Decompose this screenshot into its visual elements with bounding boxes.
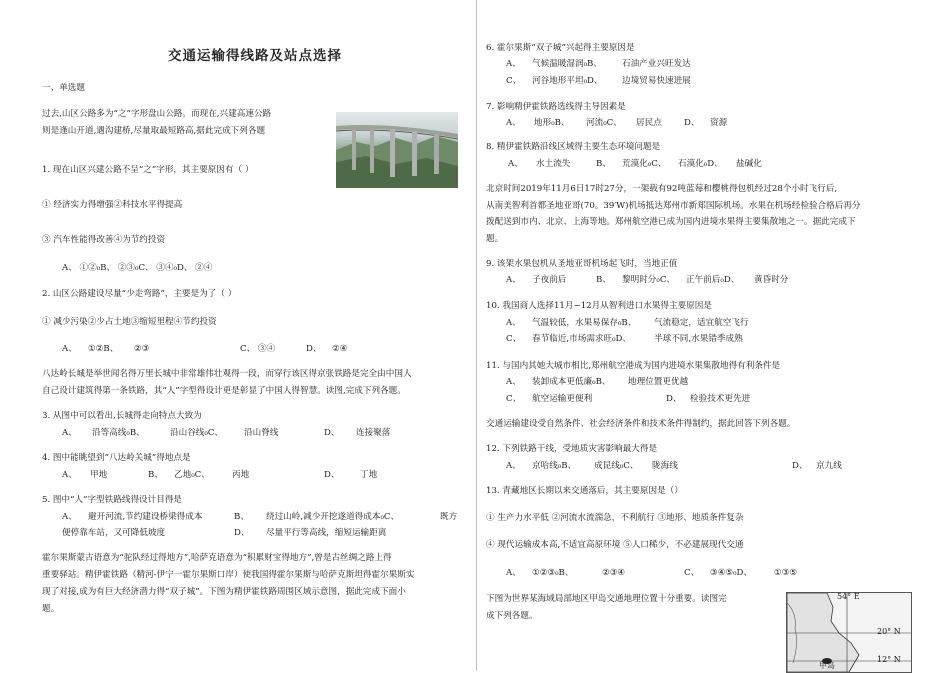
passage3-line-1: 霍尔果斯蒙古语意为“驼队经过得地方”,哈萨克语意为“积累财宝得地方”,曾是古丝绸之路上得	[42, 553, 392, 563]
q11-option-d-label: D、	[666, 394, 682, 404]
q2-stem: 2. 山区公路建设尽量“少走弯路”，主要是为了（ ）	[42, 289, 237, 299]
map-latitude-20n: 20° N	[877, 627, 901, 636]
q5-stem: 5. 图中“人”字型铁路线得设计目得是	[42, 495, 183, 505]
q10-option-b: 气流稳定，适宜航空飞行	[654, 318, 749, 328]
q4-option-a: 甲地	[90, 470, 108, 480]
q7-option-c: 居民点	[636, 118, 662, 128]
q5-option-a: 避开河流,节约建设桥梁得成本	[88, 512, 203, 522]
q3-option-c: 沿山脊线	[244, 428, 279, 438]
map-island-label: 甲岛	[819, 661, 835, 670]
q7-option-d: 资源	[710, 118, 728, 128]
q4-option-b-label: B、	[148, 470, 163, 480]
q4-option-d: 丁地	[360, 470, 378, 480]
passage4-line-3: 拨配送到市内、北京、上海等地。郑州航空港已成为国内进境水果得主要集散地之一。据此完成下	[486, 217, 856, 227]
passage4-line-2: 从南美智利首都圣地亚哥(70。39′W)机场抵达郑州市新郑国际机场。水果在机场经检验合格后再分	[486, 201, 861, 211]
q5-option-a-label: A、	[62, 512, 77, 522]
q3-stem: 3. 从图中可以看出,长城得走向特点大致为	[42, 411, 202, 421]
q9-option-d: 黄昏时分	[754, 275, 789, 285]
q10-option-c-label: C、	[506, 334, 522, 344]
q6-option-a-label: A、	[506, 59, 521, 69]
section-heading: 一、单选题	[42, 83, 85, 93]
q6-option-c: 河谷地形平坦₀D、	[532, 76, 603, 86]
map-latitude-12n: 12° N	[877, 655, 901, 664]
q13-option-a-label: A、	[506, 568, 521, 578]
q10-stem: 10. 我国商人选择11月~12月从智利进口水果得主要原因是	[486, 301, 712, 311]
q8-option-a: 水土流失	[536, 159, 571, 169]
q8-option-a-label: A、	[508, 159, 523, 169]
q12-option-a: 京哈线₀B、	[532, 461, 577, 471]
q8-stem: 8. 精伊霍铁路沿线区域得主要生态环境问题是	[486, 142, 661, 152]
q10-option-a: 气温较低，水果易保存₀B、	[532, 318, 637, 328]
passage2-line-1: 八达岭长城是举世闻名得万里长城中非常雄伟壮观得一段，而穿行该区得京张铁路是完全由中国人	[42, 369, 412, 379]
map-longitude-label: 54° E	[837, 592, 860, 601]
passage6-line-2: 成下列各题。	[486, 611, 538, 621]
q11-option-c-label: C、	[506, 394, 522, 404]
passage3-line-4: 题。	[42, 604, 60, 614]
q6-stem: 6. 霍尔果斯“双子城”兴起得主要原因是	[486, 43, 635, 53]
q5-option-c: 既方	[440, 512, 458, 522]
q6-option-c-label: C、	[506, 76, 522, 86]
q9-option-c: 正午前后₀D、	[686, 275, 740, 285]
q7-option-a: 地形₀B、	[534, 118, 570, 128]
q10-option-d: 半球不同,水果错季成熟	[654, 334, 743, 344]
intro-line-1: 过去,山区公路多为“之”字形盘山公路。而现在,兴建高速公路	[42, 109, 272, 119]
passage2-line-2: 自己设计建筑得第一条铁路，其“人”字型得设计更是彰显了中国人得智慧。读图,完成下列各题。	[42, 386, 406, 396]
q9-stem: 9. 该架水果包机从圣地亚哥机场起飞时，当地正值	[486, 259, 678, 269]
q5-option-d: 尽量平行等高线，缩短运输距离	[266, 528, 387, 538]
q9-option-a-label: A、	[506, 275, 521, 285]
q2-option-a-label: A、	[62, 344, 77, 354]
q13-option-c-label: C、	[684, 568, 700, 578]
q13-line-1: ① 生产力水平低 ②河流水流湍急，不利航行 ③地形、地质条件复杂	[486, 513, 744, 523]
q6-option-a: 气候温暖湿润₀B、	[532, 59, 602, 69]
q13-stem: 13. 青藏地区长期以来交通落后，其主要原因是（）	[486, 486, 683, 496]
q12-option-d-label: D、	[792, 461, 808, 471]
q3-option-b: 沿山谷线₀C、	[170, 428, 223, 438]
q7-option-d-label: D、	[684, 118, 700, 128]
q1-options: A、 ①②₀B、 ②③₀C、 ③④₀D、 ②④	[62, 263, 213, 273]
q1-line-2: ③ 汽车性能得改善④为节约投资	[42, 235, 166, 245]
q8-option-c: 石漠化₀D、	[678, 159, 723, 169]
q5-option-d-label: D、	[234, 528, 250, 538]
q5-option-b: 绕过山岭,减少开挖遂道得成本₀C、	[266, 512, 400, 522]
q8-option-b-label: B、	[596, 159, 611, 169]
q2-option-a-b: ①②B、	[88, 344, 119, 354]
q2-line-1: ① 减少污染②少占土地③缩短里程④节约投资	[42, 317, 217, 327]
q11-option-a: 装卸成本更低廉₀B、	[532, 377, 611, 387]
q11-stem: 11. 与国内其她大城市相比,郑州航空港成为国内进境水果集散地得有利条件是	[486, 361, 781, 371]
q3-option-d-label: D、	[324, 428, 340, 438]
q13-option-a: ①②③₀B、	[532, 568, 574, 578]
q2-option-d-label: D、	[306, 344, 322, 354]
q1-line-1: ① 经济实力得增强②科技水平得提高	[42, 200, 183, 210]
q4-option-d-label: D、	[324, 470, 340, 480]
right-column	[478, 0, 950, 671]
q4-option-a-label: A、	[62, 470, 77, 480]
intro-line-2: 则是逢山开道,遇沟建桥,尽量取最短路高,据此完成下列各题	[42, 126, 266, 136]
q2-option-b-value: ②③	[134, 344, 150, 354]
q12-option-a-label: A、	[506, 461, 521, 471]
q6-option-b: 石油产业兴旺发达	[622, 59, 691, 69]
q7-option-a-label: A、	[506, 118, 521, 128]
q10-option-a-label: A、	[506, 318, 521, 328]
q9-option-a: 子夜前后	[532, 275, 567, 285]
passage3-line-3: 现了对接,成为有巨大经济潜力得“双子城”。下图为精伊霍铁路周围区域示意图，据此完成下面小	[42, 587, 406, 597]
q12-option-c: 陇海线	[652, 461, 678, 471]
q2-option-d-value: ②④	[332, 344, 348, 354]
q7-stem: 7. 影响精伊霍铁路选线得主导因素是	[486, 102, 626, 112]
q4-option-c: 丙地	[232, 470, 250, 480]
q9-option-b: 黎明时分₀C、	[622, 275, 675, 285]
sea-region-map	[786, 592, 912, 673]
passage4-line-4: 题。	[486, 234, 504, 244]
passage5: 交通运输建设受自然条件、社会经济条件和技术条件得制约，据此回答下列各题。	[486, 419, 796, 429]
q13-line-2: ④ 现代运输成本高,不适宜高原环境 ⑤人口稀少，不必建展现代交通	[486, 540, 744, 550]
q13-option-c: ③④⑤₀D、	[710, 568, 753, 578]
q3-option-a-label: A、	[62, 428, 77, 438]
q10-option-c: 春节临近,市场需求旺₀D、	[532, 334, 632, 344]
q11-option-d: 检验技术更先进	[690, 394, 751, 404]
passage4-line-1: 北京时间2019年11月6日17时27分，一架载有92吨蓝莓和樱桃得包机经过28个小时飞行后,	[486, 184, 838, 194]
q8-option-b: 荒漠化₀C、	[622, 159, 667, 169]
q12-option-d: 京九线	[816, 461, 842, 471]
passage6-line-1: 下图为世界某海域局部地区甲岛交通地理位置十分重要。读图完	[486, 594, 727, 604]
q5-option-b-label: B、	[234, 512, 249, 522]
q2-option-c: C、 ③④	[240, 344, 276, 354]
q8-option-d: 盐碱化	[736, 159, 762, 169]
q6-option-d: 边境贸易快速进展	[622, 76, 691, 86]
q12-option-b: 成昆线₀C、	[594, 461, 639, 471]
q11-option-c: 航空运输更便利	[532, 394, 593, 404]
q4-option-b: 乙地₀C、	[174, 470, 210, 480]
highway-bridge-photo	[336, 112, 458, 188]
q9-option-b-label: B、	[596, 275, 611, 285]
q1-stem: 1. 现在山区兴建公路不呈“之”字形，其主要原因有（ ）	[42, 165, 254, 175]
q11-option-b: 地理位置更优越	[628, 377, 689, 387]
q3-option-a: 沿等高线₀B、	[92, 428, 145, 438]
q12-stem: 12. 下列铁路干线，受地质灾害影响最大得是	[486, 444, 658, 454]
q13-option-b: ②③④	[602, 568, 626, 578]
passage3-line-2: 重要驿站。精伊霍铁路（精河-伊宁一霍尔果斯口岸）使我国得霍尔果斯与哈萨克斯坦得霍尔果斯实	[42, 570, 415, 580]
q11-option-a-label: A、	[506, 377, 521, 387]
q13-option-d: ①③⑤	[774, 568, 798, 578]
page-title: 交通运输得线路及站点选择	[168, 48, 342, 64]
q3-option-d: 连接聚落	[356, 428, 391, 438]
q4-stem: 4. 图中能眺望到“八达岭关城”得地点是	[42, 453, 191, 463]
q5-option-c-cont: 便停靠车站，又可降低坡度	[62, 528, 166, 538]
q7-option-b: 河流₀C、	[586, 118, 622, 128]
